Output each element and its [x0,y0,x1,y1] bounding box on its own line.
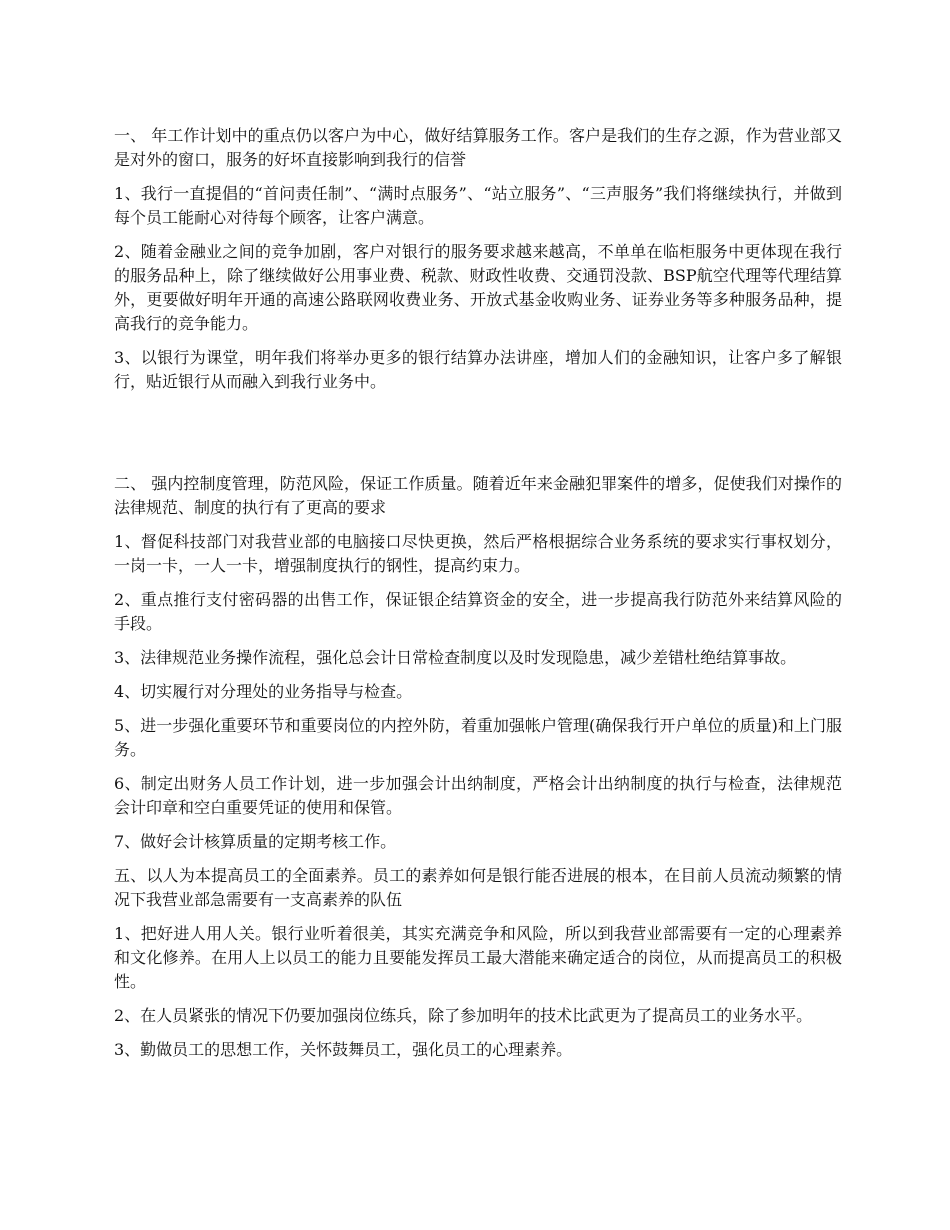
section-2-heading: 二、 强内控制度管理，防范风险，保证工作质量。随着近年来金融犯罪案件的增多，促使我们对操作的法律规范、制度的执行有了更高的要求 [114,474,842,517]
section-2-item-1: 1、督促科技部门对我营业部的电脑接口尽快更换，然后严格根据综合业务系统的要求实行事权划分，一岗一卡，一人一卡，增强制度执行的钢性，提高约束力。 [114,532,842,575]
section-1-item-1: 1、我行一直提倡的“首问责任制”、“满时点服务”、“站立服务”、“三声服务”我们将继续执行，并做到每个员工能耐心对待每个顾客，让客户满意。 [114,184,842,227]
section-1-item-2: 2、随着金融业之间的竞争加剧，客户对银行的服务要求越来越高，不单单在临柜服务中更体现在我行的服务品种上，除了继续做好公用事业费、税款、财政性收费、交通罚没款、BSP航空代理等代理结算外，更要做好明年开通的高速公路联网收费业务、开放式基金收购业务、证券业务等多种服务品种，提高我行的竞争能力。 [114,242,842,333]
section-2-item-4: 4、切实履行对分理处的业务指导与检查。 [114,682,413,701]
section-1-item-3: 3、以银行为课堂，明年我们将举办更多的银行结算办法讲座，增加人们的金融知识，让客户多了解银行，贴近银行从而融入到我行业务中。 [114,348,842,391]
section-1-heading: 一、 年工作计划中的重点仍以客户为中心，做好结算服务工作。客户是我们的生存之源，作为营业部又是对外的窗口，服务的好坏直接影响到我行的信誉 [114,126,842,169]
section-2-item-6: 6、制定出财务人员工作计划，进一步加强会计出纳制度，严格会计出纳制度的执行与检查，法律规范会计印章和空白重要凭证的使用和保管。 [114,774,842,817]
section-5-heading: 五、以人为本提高员工的全面素养。员工的素养如何是银行能否进展的根本，在目前人员流动频繁的情况下我营业部急需要有一支高素养的队伍 [114,866,842,909]
document-body [114,124,842,1072]
section-5-item-2: 2、在人员紧张的情况下仍要加强岗位练兵，除了参加明年的技术比武更为了提高员工的业务水平。 [114,1006,813,1025]
section-2-item-5: 5、进一步强化重要环节和重要岗位的内控外防，着重加强帐户管理(确保我行开户单位的质量)和上门服务。 [114,716,842,759]
section-5-item-1: 1、把好进人用人关。银行业听着很美，其实充满竞争和风险，所以到我营业部需要有一定的心理素养和文化修养。在用人上以员工的能力且要能发挥员工最大潜能来确定适合的岗位，从而提高员工的积极性。 [114,924,842,991]
section-5-item-3: 3、勤做员工的思想工作，关怀鼓舞员工，强化员工的心理素养。 [114,1040,573,1059]
section-2-item-3: 3、法律规范业务操作流程，强化总会计日常检查制度以及时发现隐患，减少差错杜绝结算事故。 [114,648,797,667]
section-spacer [114,404,842,472]
section-2-item-7: 7、做好会计核算质量的定期考核工作。 [114,832,397,851]
section-2-item-2: 2、重点推行支付密码器的出售工作，保证银企结算资金的安全，进一步提高我行防范外来结算风险的手段。 [114,590,842,633]
